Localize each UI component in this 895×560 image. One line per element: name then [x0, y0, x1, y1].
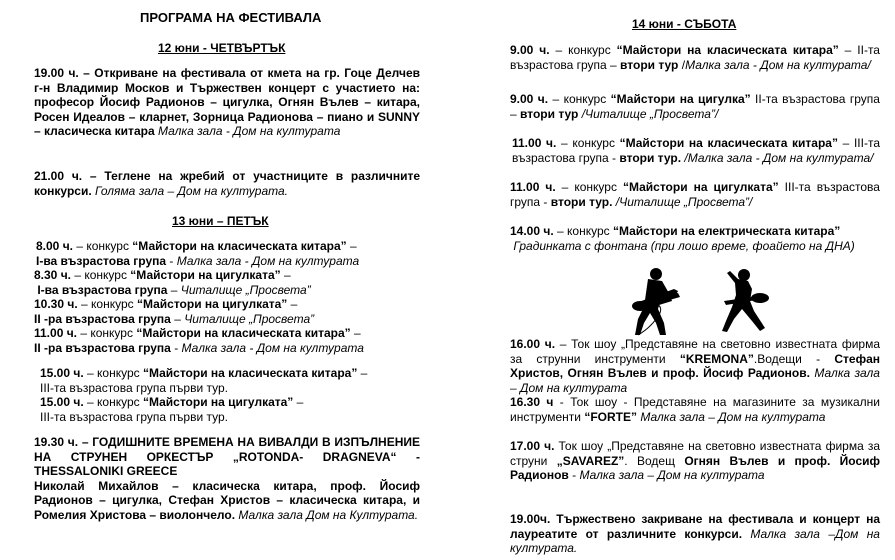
age-group: II -ра възрастова група [34, 340, 171, 355]
contest-name: “Майстори на класическата китара” [132, 239, 347, 253]
age-group: II -ра възрастова група [34, 311, 171, 326]
event-14-0900-guitar [510, 43, 880, 72]
event-text: – [287, 297, 298, 311]
contest-name: “Майстори на цигулката” [142, 395, 294, 409]
event-13-1030 [34, 297, 420, 326]
event-venue: Голяма зала – Дом на културата. [95, 183, 288, 198]
event-text: - [170, 340, 182, 355]
event-text: - [568, 468, 580, 482]
event-time: 11.00 ч. [34, 326, 78, 340]
event-venue: Малка зала – Дом на културата [510, 366, 880, 395]
event-12-opening [34, 66, 420, 139]
event-text: – [346, 239, 357, 253]
age-group: I-ва възрастова група [36, 253, 167, 268]
day-heading-12: 12 юни - ЧЕТВЪРТЪК [158, 41, 286, 55]
event-14-1100-violin [510, 180, 880, 209]
contest-name: “Майстори на цигулката” [136, 297, 288, 311]
event-text: – конкурс [73, 239, 133, 253]
event-time: 16.30 ч [510, 395, 554, 409]
event-text: – конкурс [548, 92, 611, 106]
event-13-0830 [34, 268, 420, 297]
event-venue: Малка зала –Дом на културата. [510, 526, 880, 555]
page-title: ПРОГРАМА НА ФЕСТИВАЛА [140, 10, 322, 25]
guitarist-silhouettes-image [626, 265, 786, 337]
event-text: – конкурс [556, 136, 620, 150]
performers: Николай Михайлов – класическа китара, проф. Йосиф Радионов – цигулка, Стефан Христов – класическа китара, и Ромелия Христова – виолончело. [34, 478, 420, 522]
event-venue: Малка зала - Дом на културата/ [685, 57, 871, 72]
event-venue: Малка зала – Дом на културата [640, 409, 826, 424]
event-text: – [170, 311, 185, 326]
event-time: 17.00 ч. [510, 439, 555, 453]
event-14-1900 [510, 512, 880, 556]
event-text: 19.30 ч. – ГОДИШНИТЕ ВРЕМЕНА НА ВИВАЛДИ В ИЗПЪЛНЕНИЕ НА СТРУНЕН ОРКЕСТЪР „ROTONDA- DRAGNEVA“ - THESSALONIKI GREECE [34, 435, 420, 478]
event-text: – конкурс [77, 326, 137, 340]
event-time: 15.00 ч. [40, 395, 84, 409]
round-label: втори тур. [619, 150, 682, 165]
event-venue: Читалище „Просвета” [184, 311, 315, 326]
contest-name: “Майстори на цигулка” [610, 92, 751, 106]
brand-name: “FORTE” [584, 409, 637, 424]
event-text: – конкурс [83, 395, 143, 409]
event-text: - Ток шоу - Представяне на магазините за музикални инструменти [510, 395, 880, 424]
event-text: . Водещ [624, 453, 685, 468]
event-text: – конкурс [77, 297, 137, 311]
event-text: – конкурс [553, 224, 613, 238]
event-text: – III-та възрастова група - [512, 136, 880, 165]
event-time: 11.00 ч. [512, 136, 557, 150]
event-text: – [280, 268, 291, 282]
hosts: Огнян Вълев и проф. Йосиф Радионов [510, 453, 881, 482]
contest-name: “Майстори на електрическата китара” [612, 224, 841, 238]
event-text: – конкурс [549, 43, 617, 57]
event-text: – II-та възрастова група – [510, 43, 880, 72]
event-text: – Ток шоу „Представяне на световно известната фирма за струнни инструменти [510, 337, 881, 366]
event-time: 9.00 ч. [510, 92, 549, 106]
event-text: 19.00ч. Тържествено закриване на фестивала и концерт на лауреатите от различните конкурси. [510, 512, 880, 541]
event-venue: Малка зала - Дом на културата [181, 340, 364, 355]
event-text: III-та възрастова група - [510, 180, 880, 209]
event-text: 21.00 ч. – Теглене на жребий от участниците в различните конкурси. [34, 169, 420, 198]
event-14-1400 [510, 224, 880, 253]
event-text: - [166, 253, 177, 268]
round-label: втори тур. [550, 194, 613, 209]
event-venue: Малка зала - Дом на културата [176, 253, 360, 268]
event-time: 8.30 ч. [34, 268, 71, 282]
contest-name: “Майстори на класическата китара” [616, 43, 839, 57]
event-venue: /Читалище „Просвета”/ [615, 194, 753, 209]
age-group: III-та възрастова група първи тур. [40, 380, 228, 395]
event-text: / [678, 57, 686, 72]
event-14-0900-violin [510, 92, 880, 121]
event-13-0800 [36, 239, 420, 268]
event-text: – [293, 395, 304, 409]
event-14-1600 [510, 337, 880, 395]
hosts: Стефан Христов, Огнян Вълев и проф. Йосиф Радионов. [510, 351, 880, 380]
event-venue: Малка зала Дом на Културата. [238, 507, 419, 522]
event-14-1100-guitar [512, 136, 880, 165]
guitarist-left-icon [632, 268, 680, 335]
event-venue: /Читалище „Просвета”/ [581, 106, 719, 121]
round-label: втори тур [520, 106, 579, 121]
contest-name: “Майстори на класическата китара” [142, 366, 358, 380]
event-text: .Водещи - [753, 351, 835, 366]
age-group: I-ва възрастова група [37, 282, 168, 297]
event-time: 10.30 ч. [34, 297, 78, 311]
event-13-1500-guitar [40, 366, 420, 395]
event-time: 8.00 ч. [36, 239, 73, 253]
brand-name: “KREMONA” [679, 351, 754, 366]
event-text: – конкурс [555, 180, 623, 194]
round-label: втори тур [620, 57, 679, 72]
event-text: – [350, 326, 361, 340]
event-14-1630 [510, 395, 880, 424]
event-text: – [357, 366, 368, 380]
event-time: 11.00 ч. [510, 180, 556, 194]
age-group: III-та възрастова група първи тур. [40, 409, 228, 424]
event-time: 15.00 ч. [40, 366, 84, 380]
event-13-1930 [34, 435, 420, 522]
event-14-1700 [510, 439, 880, 483]
event-time: 16.00 ч. [510, 337, 556, 351]
contest-name: “Майстори на класическата китара” [619, 136, 838, 150]
contest-name: “Майстори на цигулката” [130, 268, 281, 282]
event-text: 19.00 ч. – Откриване на фестивала от кмета на гр. Гоце Делчев г-н Владимир Москов и Тържествен концерт с участието на: професор Йосиф Радионов – цигулка, Огнян Вълев – китара, Росен Идеалов – кларнет, Зорница Радионова – пиано и SUNNY – класическа китара [34, 66, 420, 138]
contest-name: “Майстори на цигулката” [622, 180, 779, 194]
event-venue: Малка зала – Дом на културата [579, 468, 765, 482]
event-13-1100 [34, 326, 420, 355]
event-12-draw [34, 169, 420, 198]
event-text: – [167, 282, 181, 297]
guitarist-right-icon [722, 269, 769, 332]
event-text: – конкурс [71, 268, 131, 282]
contest-name: “Майстори на класическата китара” [136, 326, 351, 340]
event-text: – конкурс [83, 366, 143, 380]
event-text: Ток шоу „Представяне на световно известната фирма за струни [510, 439, 881, 468]
event-venue: Градинката с фонтана (при лошо време, фоайето на ДНА) [513, 238, 855, 253]
brand-name: „SAVAREZ” [556, 453, 625, 468]
event-venue: Малка зала - Дом на културата [157, 124, 341, 138]
event-time: 9.00 ч. [510, 43, 550, 57]
day-heading-13: 13 юни – ПЕТЪК [172, 214, 269, 228]
event-venue: /Малка зала - Дом на културата/ [684, 150, 874, 165]
event-venue: Читалище „Просвета” [180, 282, 311, 297]
event-text: II-та възрастова група – [510, 92, 880, 121]
day-heading-14: 14 юни - СЪБОТА [632, 17, 737, 31]
event-13-1500-violin [40, 395, 420, 424]
event-time: 14.00 ч. [510, 224, 554, 238]
